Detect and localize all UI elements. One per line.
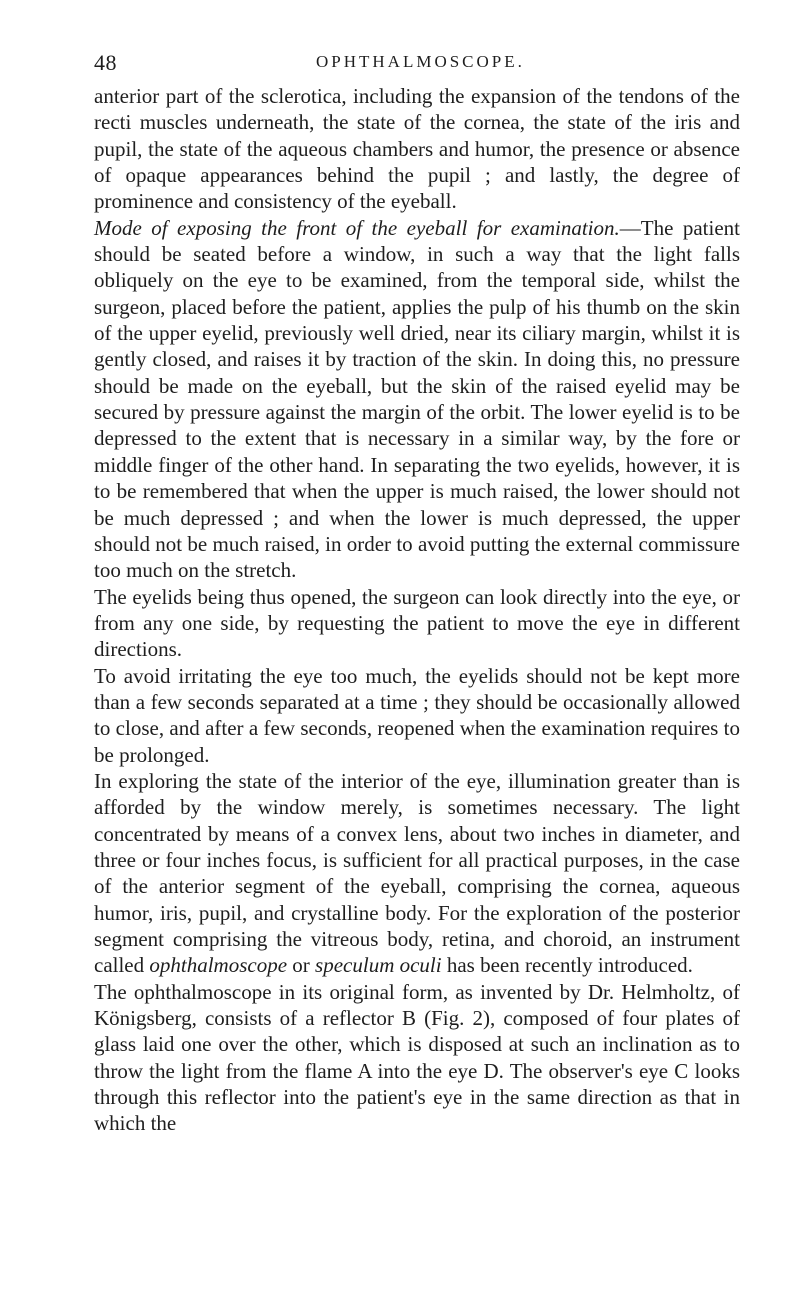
illumination-text-a: In exploring the state of the interior of the eye, illumination greater than is afforded by the window merely, is sometimes necessary. The light concentrated by means of a convex lens, about two inches in diameter, and three or four inches focus, is sufficient for all practical purposes, in the case of the anterior segment of the eyeball, comprising the cornea, aqueous humor, iris, pupil, and crystalline body. For the exploration of the posterior segment comprising the vitreous body, retina, and choroid, an instrument called (94, 768, 740, 978)
paragraph-mode-body: —The patient should be seated before a window, in such a way that the light falls obliquely on the eye to be examined, from the temporal side, whilst the surgeon, placed before the patient, applies the pulp of his thumb on the skin of the upper eyelid, previously well dried, near its ciliary margin, whilst it is gently closed, and raises it by traction of the skin. In doing this, no pressure should be made on the eyeball, but the skin of the raised eyelid may be secured by pressure against the margin of the orbit. The lower eyelid is to be depressed to the extent that is necessary in a similar way, by the fore or middle finger of the other hand. In separating the two eyelids, however, it is to be remembered that when the upper is much raised, the lower should not be much depressed ; and when the lower is much depressed, the upper should not be much raised, in order to avoid putting the external commissure too much on the stretch. (94, 215, 741, 583)
paragraph-illumination (94, 768, 740, 979)
section-heading: Mode of exposing the front of the eyeball for examination. (94, 215, 620, 240)
paragraph-eyelids-opened: The eyelids being thus opened, the surgeon can look directly into the eye, or from any one side, by requesting the patient to move the eye in different directions. (94, 584, 740, 662)
illumination-text-b: or (287, 953, 316, 978)
term-speculum-oculi: speculum oculi (315, 953, 442, 978)
paragraph-sclerotica: anterior part of the sclerotica, including the expansion of the tendons of the recti muscles underneath, the state of the cornea, the state of the iris and pupil, the state of the aqueous chambers and humor, the presence or absence of opaque appearances behind the pupil ; and lastly, the degree of prominence and consistency of the eyeball. (94, 84, 740, 214)
paragraph-helmholtz: The ophthalmoscope in its original form, as invented by Dr. Helmholtz, of Königsberg, consists of a reflector B (Fig. 2), composed of four plates of glass laid one over the other, which is disposed at such an inclination as to throw the light from the flame A into the eye D. The observer's eye C looks through this reflector into the patient's eye in the same direction as that in which the (94, 979, 740, 1136)
illumination-text-c: has been recently introduced. (441, 953, 693, 978)
paragraph-mode-of-exposing (94, 215, 740, 584)
term-ophthalmoscope: ophthalmoscope (149, 953, 288, 978)
page-number: 48 (94, 50, 117, 75)
running-title: OPHTHALMOSCOPE. (316, 52, 525, 71)
running-head (0, 50, 800, 80)
paragraph-avoid-irritating: To avoid irritating the eye too much, the eyelids should not be kept more than a few seconds separated at a time ; they should be occasionally allowed to close, and after a few seconds, reopened when the examination requires to be prolonged. (94, 663, 740, 767)
body-text (94, 83, 740, 1137)
